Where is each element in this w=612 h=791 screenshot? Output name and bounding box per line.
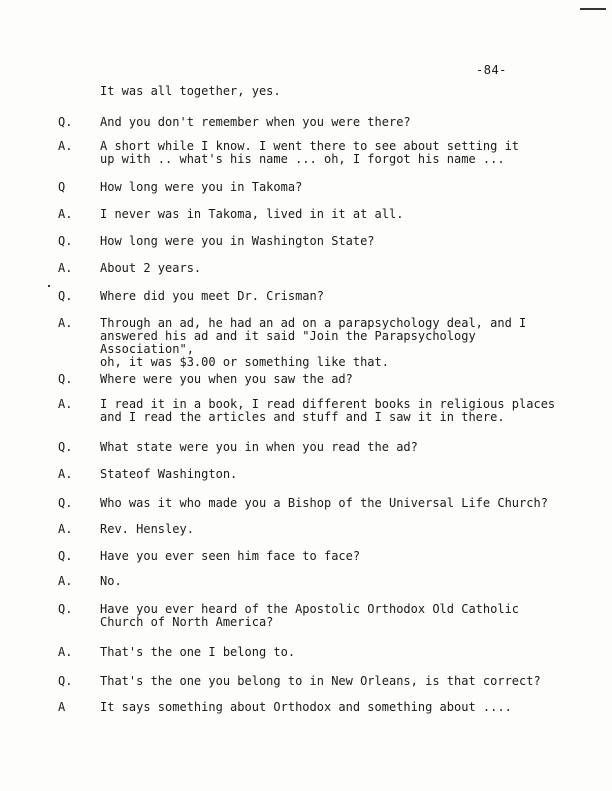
- margin-dot: [48, 285, 50, 287]
- speaker-label: Q.: [58, 549, 73, 563]
- entry-text: About 2 years.: [100, 261, 202, 275]
- speaker-label: Q.: [58, 602, 73, 616]
- speaker-label: Q.: [58, 115, 73, 129]
- page-number: -84-: [476, 63, 507, 77]
- entry-text: No.: [100, 574, 122, 588]
- speaker-label: Q: [58, 180, 66, 194]
- entry-text: Through an ad, he had an ad on a parapsychology deal, and I answered his ad and it said "Join the Parapsychology Association", oh, it was $3.00 or something like that.: [100, 316, 527, 369]
- speaker-label: Q.: [58, 289, 73, 303]
- speaker-label: A: [58, 700, 66, 714]
- speaker-label: A.: [58, 207, 73, 221]
- speaker-label: Q.: [58, 674, 73, 688]
- speaker-label: A.: [58, 645, 73, 659]
- speaker-label: Q.: [58, 234, 73, 248]
- entry-text: Where did you meet Dr. Crisman?: [100, 289, 324, 303]
- speaker-label: Q.: [58, 440, 73, 454]
- speaker-label: A.: [58, 467, 73, 481]
- entry-text: It says something about Orthodox and something about ....: [100, 700, 512, 714]
- speaker-label: Q.: [58, 496, 73, 510]
- speaker-label: A.: [58, 522, 73, 536]
- entry-text: How long were you in Takoma?: [100, 180, 303, 194]
- entry-text: Have you ever heard of the Apostolic Orthodox Old Catholic Church of North America?: [100, 602, 520, 629]
- corner-mark: [580, 8, 606, 10]
- entry-text: That's the one I belong to.: [100, 645, 296, 659]
- entry-text: How long were you in Washington State?: [100, 234, 375, 248]
- speaker-label: A.: [58, 139, 73, 153]
- speaker-label: A.: [58, 316, 73, 330]
- entry-text: Have you ever seen him face to face?: [100, 549, 361, 563]
- speaker-label: A.: [58, 397, 73, 411]
- entry-text: I read it in a book, I read different books in religious places and I read the articles and stuff and I saw it in there.: [100, 397, 556, 424]
- entry-text: It was all together, yes.: [100, 84, 281, 98]
- speaker-label: A.: [58, 574, 73, 588]
- speaker-label: Q.: [58, 372, 73, 386]
- entry-text: A short while I know. I went there to see about setting it up with .. what's his name ... oh, I forgot his name ...: [100, 139, 520, 166]
- entry-text: I never was in Takoma, lived in it at all.: [100, 207, 404, 221]
- speaker-label: A.: [58, 261, 73, 275]
- entry-text: Stateof Washington.: [100, 467, 238, 481]
- entry-text: What state were you in when you read the ad?: [100, 440, 418, 454]
- entry-text: And you don't remember when you were there?: [100, 115, 411, 129]
- entry-text: Rev. Hensley.: [100, 522, 194, 536]
- entry-text: Who was it who made you a Bishop of the Universal Life Church?: [100, 496, 548, 510]
- entry-text: Where were you when you saw the ad?: [100, 372, 353, 386]
- entry-text: That's the one you belong to in New Orleans, is that correct?: [100, 674, 541, 688]
